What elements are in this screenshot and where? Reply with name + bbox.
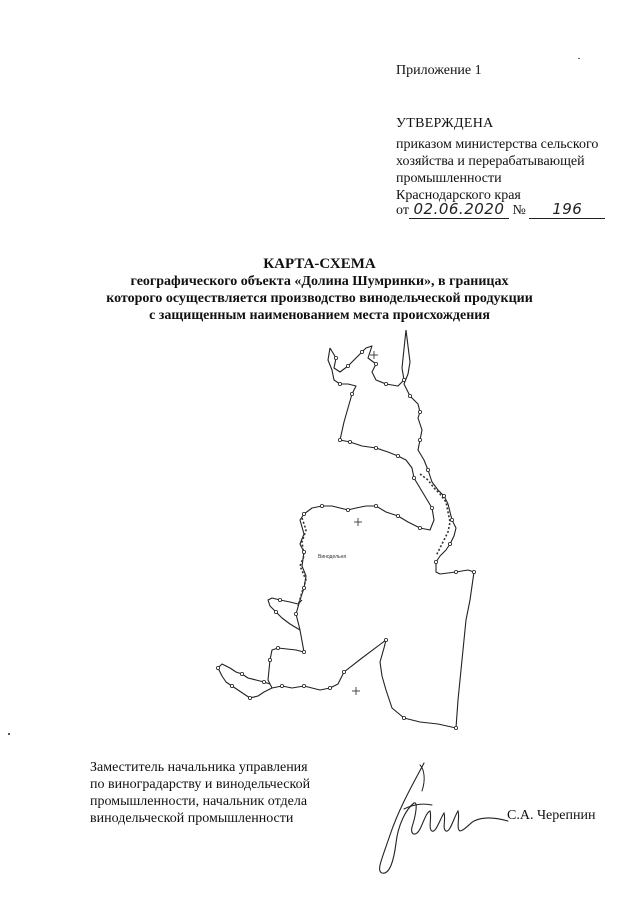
order-number: 196 <box>529 201 605 219</box>
position-line: винодельческой промышленности <box>90 811 294 826</box>
boundary-point <box>276 646 279 649</box>
number-prefix: № <box>512 203 526 218</box>
boundary-point <box>450 518 453 521</box>
boundary-point <box>418 410 421 413</box>
handwritten-signature <box>360 755 510 880</box>
boundary-point <box>268 658 271 661</box>
boundary-point <box>350 392 353 395</box>
boundary-point <box>396 514 399 517</box>
boundary-point <box>338 382 341 385</box>
boundary-point <box>402 378 405 381</box>
boundary-point <box>302 512 305 515</box>
boundary-point <box>274 610 277 613</box>
appendix-label: Приложение 1 <box>396 63 482 78</box>
boundary-point <box>418 526 421 529</box>
title-line: с защищенным наименованием места происхождения <box>149 308 490 323</box>
order-date-line <box>396 201 605 219</box>
signer-name: С.А. Черепнин <box>507 808 596 823</box>
boundary-point <box>434 560 437 563</box>
boundary-point <box>230 684 233 687</box>
title-line: которого осуществляется производство винодельческой продукции <box>106 291 533 306</box>
approval-line: Краснодарского края <box>396 188 521 203</box>
scan-speck <box>578 58 580 59</box>
approval-line: приказом министерства сельского <box>396 137 599 152</box>
boundary-point <box>320 504 323 507</box>
boundary-point <box>248 696 251 699</box>
boundary-point <box>302 586 305 589</box>
boundary-point <box>448 542 451 545</box>
boundary-point <box>328 686 331 689</box>
approved-heading: УТВЕРЖДЕНА <box>396 116 494 131</box>
boundary-point <box>374 504 377 507</box>
approval-text <box>396 136 616 204</box>
boundary-point <box>396 454 399 457</box>
boundary-point <box>216 666 219 669</box>
boundary-point <box>302 550 305 553</box>
boundary-point <box>418 438 421 441</box>
title-line: географического объекта «Долина Шумринки», в границах <box>130 274 509 289</box>
boundary-point <box>426 468 429 471</box>
boundary-polygon <box>268 330 474 728</box>
boundary-point <box>454 570 457 573</box>
approval-line: промышленности <box>396 171 502 186</box>
settlement-label: Винодельня <box>318 554 347 560</box>
boundary-point <box>348 440 351 443</box>
boundary-point <box>402 716 405 719</box>
boundary-point <box>384 638 387 641</box>
signatory-position <box>90 759 340 827</box>
boundary-point <box>338 438 341 441</box>
boundary-point <box>412 476 415 479</box>
boundary-point <box>302 650 305 653</box>
boundary-point <box>334 356 337 359</box>
boundary-point <box>346 364 349 367</box>
boundary-point <box>346 508 349 511</box>
boundary-point <box>374 362 377 365</box>
boundary-point <box>342 670 345 673</box>
boundary-point <box>430 506 433 509</box>
date-prefix: от <box>396 203 409 218</box>
boundary-point <box>262 680 265 683</box>
scan-speck <box>8 733 10 735</box>
position-line: Заместитель начальника управления <box>90 760 308 775</box>
boundary-point <box>408 394 411 397</box>
position-line: по виноградарству и винодельческой <box>90 777 311 792</box>
boundary-point <box>360 350 363 353</box>
boundary-point <box>374 446 377 449</box>
boundary-point <box>240 672 243 675</box>
boundary-point <box>384 382 387 385</box>
order-date: 02.06.2020 <box>409 201 509 219</box>
boundary-point <box>454 726 457 729</box>
boundary-map <box>200 330 490 740</box>
approval-line: хозяйства и перерабатывающей <box>396 154 585 169</box>
title-main: КАРТА-СХЕМА <box>263 256 376 272</box>
document-title <box>0 255 639 324</box>
boundary-point <box>294 612 297 615</box>
position-line: промышленности, начальник отдела <box>90 794 308 809</box>
boundary-point <box>442 494 445 497</box>
boundary-point <box>472 570 475 573</box>
boundary-point <box>302 684 305 687</box>
boundary-point <box>278 598 281 601</box>
boundary-point <box>280 684 283 687</box>
